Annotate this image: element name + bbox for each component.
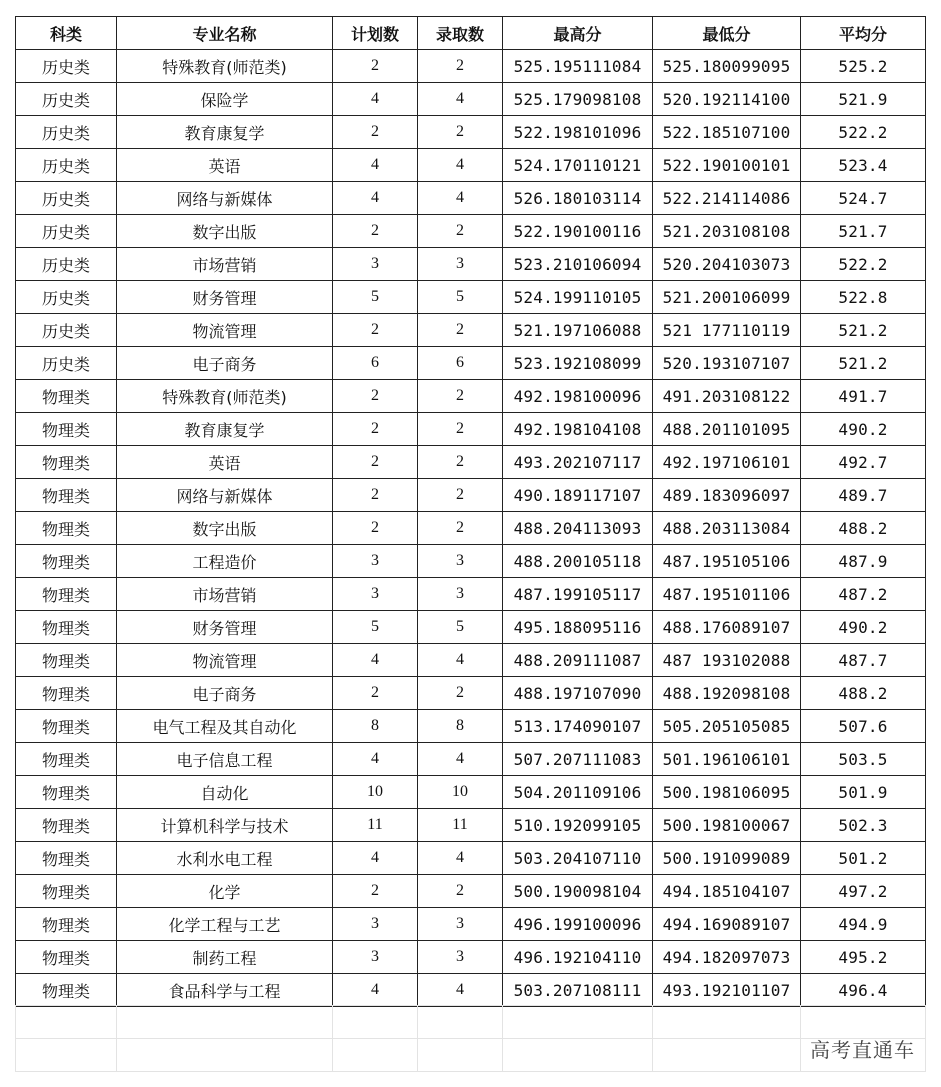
cell-category: 物理类 — [16, 677, 117, 710]
cell-category: 物理类 — [16, 380, 117, 413]
cell-plan-count: 2 — [333, 50, 418, 83]
cell-avg-score: 496.4 — [801, 974, 926, 1007]
cell-plan-count: 4 — [333, 83, 418, 116]
cell-plan-count: 2 — [333, 446, 418, 479]
cell-major: 化学 — [117, 875, 333, 908]
cell-admit-count: 3 — [418, 908, 503, 941]
cell-avg-score: 497.2 — [801, 875, 926, 908]
cell-admit-count: 6 — [418, 347, 503, 380]
cell-major: 保险学 — [117, 83, 333, 116]
cell-major: 财务管理 — [117, 281, 333, 314]
cell-admit-count: 2 — [418, 50, 503, 83]
cell-category: 历史类 — [16, 149, 117, 182]
cell-admit-count: 11 — [418, 809, 503, 842]
cell-avg-score: 521.2 — [801, 347, 926, 380]
cell-max-score: 525.195111084 — [503, 50, 653, 83]
cell-min-score: 525.180099095 — [653, 50, 801, 83]
cell-major: 计算机科学与技术 — [117, 809, 333, 842]
watermark-text: 高考直通车 — [810, 1038, 915, 1062]
cell-category: 物理类 — [16, 446, 117, 479]
table-row — [16, 50, 926, 83]
table-row — [16, 809, 926, 842]
cell-admit-count: 3 — [418, 578, 503, 611]
cell-category: 历史类 — [16, 116, 117, 149]
cell-major: 电子信息工程 — [117, 743, 333, 776]
cell-category: 历史类 — [16, 50, 117, 83]
cell-major: 英语 — [117, 446, 333, 479]
cell-avg-score: 501.9 — [801, 776, 926, 809]
cell-max-score: 496.199100096 — [503, 908, 653, 941]
cell-plan-count: 4 — [333, 743, 418, 776]
table-row — [16, 215, 926, 248]
cell-admit-count: 5 — [418, 611, 503, 644]
header-min-score: 最低分 — [653, 17, 801, 50]
cell-min-score: 520.192114100 — [653, 83, 801, 116]
cell-admit-count: 4 — [418, 743, 503, 776]
cell-min-score: 500.198100067 — [653, 809, 801, 842]
cell-category: 物理类 — [16, 875, 117, 908]
cell-category: 物理类 — [16, 644, 117, 677]
cell-plan-count: 3 — [333, 941, 418, 974]
cell-major: 教育康复学 — [117, 413, 333, 446]
cell-major: 数字出版 — [117, 512, 333, 545]
cell-major: 市场营销 — [117, 578, 333, 611]
cell-plan-count: 8 — [333, 710, 418, 743]
cell-min-score: 520.204103073 — [653, 248, 801, 281]
table-row — [16, 149, 926, 182]
cell-avg-score: 525.2 — [801, 50, 926, 83]
cell-major: 市场营销 — [117, 248, 333, 281]
cell-plan-count: 3 — [333, 248, 418, 281]
cell-admit-count: 4 — [418, 83, 503, 116]
cell-category: 历史类 — [16, 314, 117, 347]
cell-min-score: 505.205105085 — [653, 710, 801, 743]
cell-plan-count: 4 — [333, 974, 418, 1007]
cell-category: 物理类 — [16, 809, 117, 842]
cell-min-score: 521.203108108 — [653, 215, 801, 248]
table-row — [16, 677, 926, 710]
cell-max-score: 492.198100096 — [503, 380, 653, 413]
cell-category: 历史类 — [16, 281, 117, 314]
cell-avg-score: 488.2 — [801, 512, 926, 545]
cell-min-score: 500.191099089 — [653, 842, 801, 875]
cell-max-score: 487.199105117 — [503, 578, 653, 611]
cell-max-score: 524.170110121 — [503, 149, 653, 182]
cell-max-score: 507.207111083 — [503, 743, 653, 776]
cell-admit-count: 4 — [418, 182, 503, 215]
score-table — [15, 16, 926, 1007]
cell-avg-score: 521.9 — [801, 83, 926, 116]
cell-plan-count: 2 — [333, 116, 418, 149]
cell-avg-score: 502.3 — [801, 809, 926, 842]
cell-category: 历史类 — [16, 248, 117, 281]
cell-avg-score: 487.2 — [801, 578, 926, 611]
cell-admit-count: 4 — [418, 974, 503, 1007]
cell-admit-count: 2 — [418, 512, 503, 545]
cell-major: 制药工程 — [117, 941, 333, 974]
cell-admit-count: 2 — [418, 479, 503, 512]
header-row — [16, 17, 926, 50]
cell-plan-count: 4 — [333, 644, 418, 677]
cell-max-score: 500.190098104 — [503, 875, 653, 908]
cell-plan-count: 6 — [333, 347, 418, 380]
table-row — [16, 644, 926, 677]
table-row — [16, 446, 926, 479]
cell-major: 电子商务 — [117, 677, 333, 710]
cell-plan-count: 5 — [333, 281, 418, 314]
cell-category: 历史类 — [16, 347, 117, 380]
cell-max-score: 521.197106088 — [503, 314, 653, 347]
cell-min-score: 492.197106101 — [653, 446, 801, 479]
cell-plan-count: 5 — [333, 611, 418, 644]
cell-plan-count: 4 — [333, 149, 418, 182]
cell-min-score: 487.195105106 — [653, 545, 801, 578]
cell-avg-score: 521.7 — [801, 215, 926, 248]
cell-max-score: 526.180103114 — [503, 182, 653, 215]
cell-min-score: 487.195101106 — [653, 578, 801, 611]
cell-max-score: 490.189117107 — [503, 479, 653, 512]
cell-avg-score: 494.9 — [801, 908, 926, 941]
table-row — [16, 314, 926, 347]
table-row — [16, 83, 926, 116]
cell-admit-count: 2 — [418, 380, 503, 413]
cell-plan-count: 11 — [333, 809, 418, 842]
cell-category: 物理类 — [16, 908, 117, 941]
cell-admit-count: 10 — [418, 776, 503, 809]
cell-category: 物理类 — [16, 545, 117, 578]
cell-major: 特殊教育(师范类) — [117, 380, 333, 413]
cell-admit-count: 2 — [418, 116, 503, 149]
cell-plan-count: 4 — [333, 842, 418, 875]
cell-min-score: 501.196106101 — [653, 743, 801, 776]
cell-max-score: 524.199110105 — [503, 281, 653, 314]
cell-major: 财务管理 — [117, 611, 333, 644]
cell-min-score: 493.192101107 — [653, 974, 801, 1007]
cell-admit-count: 3 — [418, 941, 503, 974]
cell-min-score: 522.185107100 — [653, 116, 801, 149]
table-row — [16, 116, 926, 149]
cell-major: 电气工程及其自动化 — [117, 710, 333, 743]
cell-max-score: 496.192104110 — [503, 941, 653, 974]
cell-plan-count: 2 — [333, 875, 418, 908]
cell-category: 物理类 — [16, 776, 117, 809]
cell-max-score: 522.190100116 — [503, 215, 653, 248]
cell-admit-count: 2 — [418, 446, 503, 479]
cell-min-score: 488.201101095 — [653, 413, 801, 446]
cell-max-score: 522.198101096 — [503, 116, 653, 149]
cell-admit-count: 2 — [418, 875, 503, 908]
cell-avg-score: 522.8 — [801, 281, 926, 314]
cell-avg-score: 522.2 — [801, 116, 926, 149]
cell-avg-score: 507.6 — [801, 710, 926, 743]
cell-max-score: 495.188095116 — [503, 611, 653, 644]
cell-min-score: 522.190100101 — [653, 149, 801, 182]
cell-max-score: 488.200105118 — [503, 545, 653, 578]
cell-min-score: 494.182097073 — [653, 941, 801, 974]
cell-plan-count: 2 — [333, 413, 418, 446]
cell-avg-score: 495.2 — [801, 941, 926, 974]
table-row — [16, 611, 926, 644]
cell-min-score: 487 193102088 — [653, 644, 801, 677]
cell-min-score: 521.200106099 — [653, 281, 801, 314]
cell-major: 自动化 — [117, 776, 333, 809]
cell-admit-count: 4 — [418, 149, 503, 182]
table-row — [16, 875, 926, 908]
cell-min-score: 500.198106095 — [653, 776, 801, 809]
cell-plan-count: 10 — [333, 776, 418, 809]
table-row — [16, 545, 926, 578]
cell-plan-count: 2 — [333, 512, 418, 545]
cell-major: 水利水电工程 — [117, 842, 333, 875]
cell-avg-score: 521.2 — [801, 314, 926, 347]
cell-major: 特殊教育(师范类) — [117, 50, 333, 83]
table-row — [16, 512, 926, 545]
cell-category: 物理类 — [16, 974, 117, 1007]
cell-avg-score: 487.7 — [801, 644, 926, 677]
table-row — [16, 380, 926, 413]
cell-category: 物理类 — [16, 413, 117, 446]
cell-avg-score: 488.2 — [801, 677, 926, 710]
header-major: 专业名称 — [117, 17, 333, 50]
table-row — [16, 578, 926, 611]
header-avg-score: 平均分 — [801, 17, 926, 50]
cell-min-score: 521 177110119 — [653, 314, 801, 347]
score-table-container — [15, 16, 926, 1007]
empty-grid — [15, 1005, 926, 1072]
table-row — [16, 974, 926, 1007]
cell-max-score: 510.192099105 — [503, 809, 653, 842]
cell-major: 食品科学与工程 — [117, 974, 333, 1007]
cell-admit-count: 5 — [418, 281, 503, 314]
cell-major: 化学工程与工艺 — [117, 908, 333, 941]
cell-admit-count: 4 — [418, 644, 503, 677]
cell-category: 物理类 — [16, 578, 117, 611]
table-row — [16, 248, 926, 281]
cell-major: 英语 — [117, 149, 333, 182]
table-row — [16, 776, 926, 809]
cell-min-score: 488.192098108 — [653, 677, 801, 710]
table-row — [16, 842, 926, 875]
cell-max-score: 492.198104108 — [503, 413, 653, 446]
cell-min-score: 522.214114086 — [653, 182, 801, 215]
cell-plan-count: 2 — [333, 479, 418, 512]
cell-avg-score: 522.2 — [801, 248, 926, 281]
table-row — [16, 908, 926, 941]
cell-category: 物理类 — [16, 842, 117, 875]
cell-category: 物理类 — [16, 479, 117, 512]
cell-max-score: 493.202107117 — [503, 446, 653, 479]
cell-admit-count: 2 — [418, 314, 503, 347]
cell-plan-count: 2 — [333, 380, 418, 413]
table-row — [16, 413, 926, 446]
table-row — [16, 182, 926, 215]
cell-plan-count: 2 — [333, 215, 418, 248]
cell-category: 历史类 — [16, 182, 117, 215]
cell-category: 物理类 — [16, 710, 117, 743]
cell-min-score: 489.183096097 — [653, 479, 801, 512]
cell-plan-count: 3 — [333, 578, 418, 611]
cell-major: 物流管理 — [117, 314, 333, 347]
cell-category: 历史类 — [16, 83, 117, 116]
cell-max-score: 488.197107090 — [503, 677, 653, 710]
cell-category: 物理类 — [16, 611, 117, 644]
header-plan-count: 计划数 — [333, 17, 418, 50]
cell-avg-score: 523.4 — [801, 149, 926, 182]
cell-admit-count: 8 — [418, 710, 503, 743]
cell-min-score: 520.193107107 — [653, 347, 801, 380]
cell-avg-score: 524.7 — [801, 182, 926, 215]
cell-max-score: 504.201109106 — [503, 776, 653, 809]
cell-max-score: 523.210106094 — [503, 248, 653, 281]
cell-max-score: 503.204107110 — [503, 842, 653, 875]
cell-max-score: 488.204113093 — [503, 512, 653, 545]
cell-max-score: 503.207108111 — [503, 974, 653, 1007]
cell-admit-count: 3 — [418, 545, 503, 578]
cell-major: 教育康复学 — [117, 116, 333, 149]
cell-plan-count: 3 — [333, 908, 418, 941]
cell-plan-count: 3 — [333, 545, 418, 578]
header-category: 科类 — [16, 17, 117, 50]
table-row — [16, 710, 926, 743]
cell-min-score: 488.176089107 — [653, 611, 801, 644]
cell-avg-score: 490.2 — [801, 413, 926, 446]
cell-min-score: 494.185104107 — [653, 875, 801, 908]
cell-admit-count: 4 — [418, 842, 503, 875]
cell-category: 物理类 — [16, 512, 117, 545]
cell-major: 数字出版 — [117, 215, 333, 248]
cell-plan-count: 2 — [333, 314, 418, 347]
empty-grid-area — [15, 1005, 926, 1072]
cell-admit-count: 2 — [418, 413, 503, 446]
cell-avg-score: 501.2 — [801, 842, 926, 875]
table-row — [16, 743, 926, 776]
cell-category: 物理类 — [16, 743, 117, 776]
cell-max-score: 513.174090107 — [503, 710, 653, 743]
cell-plan-count: 2 — [333, 677, 418, 710]
cell-max-score: 525.179098108 — [503, 83, 653, 116]
table-row — [16, 281, 926, 314]
cell-avg-score: 487.9 — [801, 545, 926, 578]
cell-major: 网络与新媒体 — [117, 182, 333, 215]
cell-major: 电子商务 — [117, 347, 333, 380]
table-row — [16, 479, 926, 512]
cell-admit-count: 2 — [418, 677, 503, 710]
cell-category: 历史类 — [16, 215, 117, 248]
table-row — [16, 347, 926, 380]
cell-avg-score: 489.7 — [801, 479, 926, 512]
cell-major: 网络与新媒体 — [117, 479, 333, 512]
cell-avg-score: 491.7 — [801, 380, 926, 413]
table-row — [16, 941, 926, 974]
cell-max-score: 523.192108099 — [503, 347, 653, 380]
cell-major: 物流管理 — [117, 644, 333, 677]
cell-avg-score: 490.2 — [801, 611, 926, 644]
cell-min-score: 491.203108122 — [653, 380, 801, 413]
cell-min-score: 494.169089107 — [653, 908, 801, 941]
header-max-score: 最高分 — [503, 17, 653, 50]
cell-plan-count: 4 — [333, 182, 418, 215]
cell-min-score: 488.203113084 — [653, 512, 801, 545]
cell-admit-count: 3 — [418, 248, 503, 281]
header-admit-count: 录取数 — [418, 17, 503, 50]
cell-category: 物理类 — [16, 941, 117, 974]
cell-major: 工程造价 — [117, 545, 333, 578]
cell-admit-count: 2 — [418, 215, 503, 248]
cell-avg-score: 492.7 — [801, 446, 926, 479]
cell-avg-score: 503.5 — [801, 743, 926, 776]
cell-max-score: 488.209111087 — [503, 644, 653, 677]
